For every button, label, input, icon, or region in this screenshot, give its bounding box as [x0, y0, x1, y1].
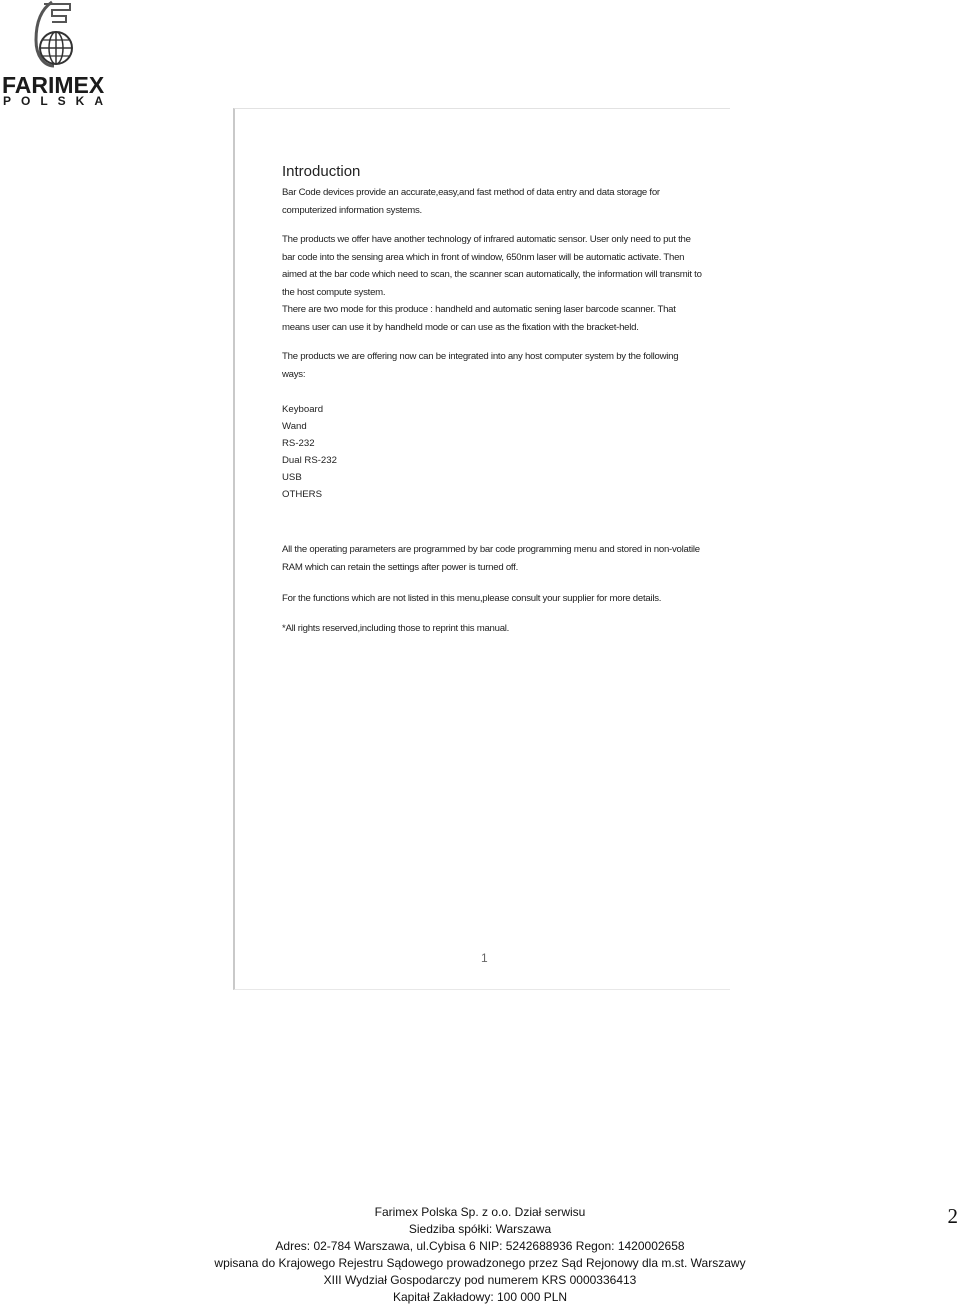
- footer-line: Adres: 02-784 Warszawa, ul.Cybisa 6 NIP: 5242688936 Regon: 1420002658: [275, 1239, 685, 1253]
- footer-line: XIII Wydział Gospodarczy pod numerem KRS 0000336413: [323, 1273, 637, 1287]
- list-item: USB: [282, 472, 302, 483]
- page-title: Introduction: [282, 163, 361, 180]
- footer-line: Kapitał Zakładowy: 100 000 PLN: [392, 1290, 568, 1304]
- interface-list: [282, 401, 702, 503]
- list-item: Wand: [282, 421, 307, 432]
- logo-name: FARIMEX: [2, 72, 105, 98]
- integration-paragraph: The products we are offering now can be integrated into any host computer system by the following ways:: [282, 351, 679, 380]
- company-footer: [0, 1204, 960, 1306]
- footer-line: Siedziba spółki: Warszawa: [408, 1222, 552, 1236]
- intro-paragraph: Bar Code devices provide an accurate,easy,and fast method of data entry and data storage for computerized information systems.: [282, 187, 660, 216]
- list-item: Dual RS-232: [282, 455, 337, 466]
- manual-content: [282, 163, 702, 637]
- parameters-paragraph: All the operating parameters are programmed by bar code programming menu and stored in non-volatile RAM which can retain the settings after power is turned off.: [282, 544, 700, 573]
- logo-subtitle: POLSKA: [3, 94, 114, 108]
- manual-page-number: 1: [481, 951, 488, 965]
- mode-paragraph: There are two mode for this produce : handheld and automatic sening laser barcode scanner. That means user can use it by handheld mode or can use as the fixation with the bracket-held.: [282, 304, 676, 333]
- list-item: Keyboard: [282, 404, 324, 415]
- list-item: OTHERS: [282, 489, 322, 500]
- footer-line: Farimex Polska Sp. z o.o. Dział serwisu: [374, 1205, 586, 1219]
- list-item: RS-232: [282, 438, 315, 449]
- farimex-globe-logo-icon: [30, 0, 76, 72]
- sheet-page-number: 2: [947, 1204, 958, 1228]
- company-logo: [0, 0, 114, 110]
- rights-paragraph: *All rights reserved,including those to reprint this manual.: [282, 622, 510, 634]
- supplier-paragraph: For the functions which are not listed in this menu,please consult your supplier for more details.: [282, 593, 662, 604]
- sensor-paragraph: The products we offer have another technology of infrared automatic sensor. User only need to put the bar code into the sensing area which in front of window, 650nm laser will be automatic activate. Then aimed at the bar code which need to scan, the scanner scan automatically, the information will transmit to the host compute system.: [282, 234, 702, 298]
- footer-line: wpisana do Krajowego Rejestru Sądowego prowadzonego przez Sąd Rejonowy dla m.st. Warszawy: [214, 1256, 746, 1270]
- scanned-manual-page: [233, 108, 730, 990]
